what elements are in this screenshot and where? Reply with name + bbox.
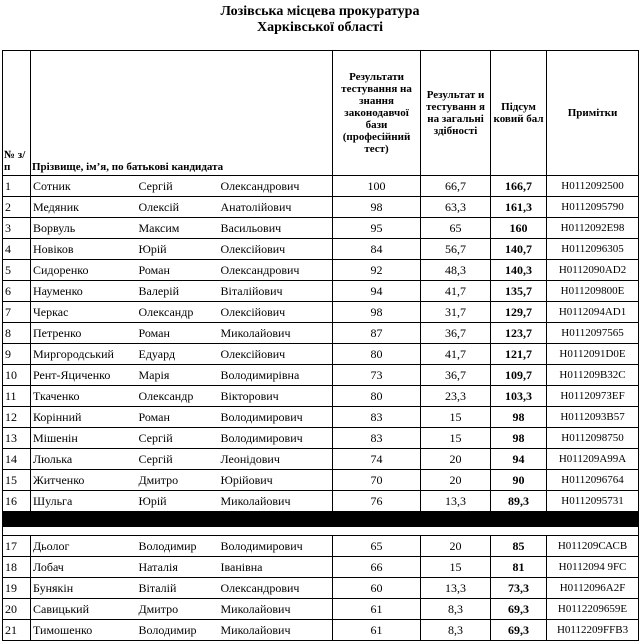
patronymic-cell: Миколайович	[219, 491, 333, 512]
table-body-group1	[3, 176, 639, 512]
general-test-cell: 66,7	[421, 176, 491, 197]
note-cell: Н0112094AD1	[547, 302, 639, 323]
total-score-cell: 166,7	[491, 176, 547, 197]
surname-cell: Науменко	[31, 281, 137, 302]
table-separator	[3, 512, 639, 536]
patronymic-cell: Анатолійович	[219, 197, 333, 218]
table-row	[3, 449, 639, 470]
patronymic-cell: Олександрович	[219, 176, 333, 197]
surname-cell: Новіков	[31, 239, 137, 260]
row-number: 6	[3, 281, 31, 302]
general-test-cell: 15	[421, 428, 491, 449]
total-score-cell: 140,3	[491, 260, 547, 281]
patronymic-cell: Васильович	[219, 218, 333, 239]
law-test-cell: 60	[333, 578, 421, 599]
separator-gap	[3, 527, 639, 536]
table-row	[3, 260, 639, 281]
table-row	[3, 365, 639, 386]
col-header-test-law: Результати тестування на знання законодавчої бази (професійний тест)	[333, 51, 421, 176]
first-name-cell: Максим	[137, 218, 219, 239]
col-header-num: № з/п	[3, 51, 31, 176]
total-score-cell: 94	[491, 449, 547, 470]
law-test-cell: 84	[333, 239, 421, 260]
note-cell: Н0112092Е98	[547, 218, 639, 239]
row-number: 16	[3, 491, 31, 512]
first-name-cell: Олексій	[137, 197, 219, 218]
surname-cell: Рент-Яциченко	[31, 365, 137, 386]
first-name-cell: Сергій	[137, 449, 219, 470]
law-test-cell: 98	[333, 197, 421, 218]
patronymic-cell: Миколайович	[219, 599, 333, 620]
patronymic-cell: Миколайович	[219, 620, 333, 641]
row-number: 14	[3, 449, 31, 470]
table-row	[3, 620, 639, 641]
general-test-cell: 65	[421, 218, 491, 239]
law-test-cell: 61	[333, 620, 421, 641]
law-test-cell: 76	[333, 491, 421, 512]
surname-cell: Сидоренко	[31, 260, 137, 281]
row-number: 12	[3, 407, 31, 428]
row-number: 13	[3, 428, 31, 449]
total-score-cell: 103,3	[491, 386, 547, 407]
row-number: 21	[3, 620, 31, 641]
first-name-cell: Наталія	[137, 557, 219, 578]
total-score-cell: 160	[491, 218, 547, 239]
note-cell: Н0112209659Е	[547, 599, 639, 620]
note-cell: Н0112091D0Е	[547, 344, 639, 365]
patronymic-cell: Олександрович	[219, 260, 333, 281]
row-number: 18	[3, 557, 31, 578]
table-row	[3, 536, 639, 557]
table-row	[3, 302, 639, 323]
total-score-cell: 73,3	[491, 578, 547, 599]
document-subtitle: Харківської області	[257, 20, 383, 35]
law-test-cell: 98	[333, 302, 421, 323]
note-cell: Н0112095731	[547, 491, 639, 512]
table-row	[3, 239, 639, 260]
surname-cell: Дьолог	[31, 536, 137, 557]
table-row	[3, 176, 639, 197]
col-header-notes: Примітки	[547, 51, 639, 176]
row-number: 2	[3, 197, 31, 218]
patronymic-cell: Леонідович	[219, 449, 333, 470]
surname-cell: Петренко	[31, 323, 137, 344]
table-row	[3, 197, 639, 218]
general-test-cell: 36,7	[421, 323, 491, 344]
surname-cell: Савицький	[31, 599, 137, 620]
general-test-cell: 48,3	[421, 260, 491, 281]
surname-cell: Ткаченко	[31, 386, 137, 407]
total-score-cell: 90	[491, 470, 547, 491]
general-test-cell: 56,7	[421, 239, 491, 260]
patronymic-cell: Віталійович	[219, 281, 333, 302]
first-name-cell: Роман	[137, 260, 219, 281]
general-test-cell: 23,3	[421, 386, 491, 407]
general-test-cell: 36,7	[421, 365, 491, 386]
first-name-cell: Юрій	[137, 491, 219, 512]
table-row	[3, 578, 639, 599]
surname-cell: Корінний	[31, 407, 137, 428]
table-row	[3, 557, 639, 578]
first-name-cell: Сергій	[137, 428, 219, 449]
first-name-cell: Валерій	[137, 281, 219, 302]
general-test-cell: 31,7	[421, 302, 491, 323]
surname-cell: Сотник	[31, 176, 137, 197]
total-score-cell: 98	[491, 407, 547, 428]
note-cell: Н0112093В57	[547, 407, 639, 428]
general-test-cell: 63,3	[421, 197, 491, 218]
patronymic-cell: Юрійович	[219, 470, 333, 491]
note-cell: Н011209B32С	[547, 365, 639, 386]
law-test-cell: 65	[333, 536, 421, 557]
general-test-cell: 13,3	[421, 578, 491, 599]
note-cell: Н0112094 9FС	[547, 557, 639, 578]
total-score-cell: 85	[491, 536, 547, 557]
surname-cell: Бунякін	[31, 578, 137, 599]
law-test-cell: 80	[333, 386, 421, 407]
row-number: 8	[3, 323, 31, 344]
row-number: 4	[3, 239, 31, 260]
surname-cell: Шульга	[31, 491, 137, 512]
surname-cell: Житченко	[31, 470, 137, 491]
note-cell: Н0112097565	[547, 323, 639, 344]
row-number: 9	[3, 344, 31, 365]
law-test-cell: 92	[333, 260, 421, 281]
first-name-cell: Марія	[137, 365, 219, 386]
table-body-group2	[3, 536, 639, 641]
note-cell: Н0112096764	[547, 470, 639, 491]
patronymic-cell: Володимирович	[219, 407, 333, 428]
patronymic-cell: Олексійович	[219, 302, 333, 323]
patronymic-cell: Вікторович	[219, 386, 333, 407]
law-test-cell: 94	[333, 281, 421, 302]
general-test-cell: 20	[421, 536, 491, 557]
row-number: 20	[3, 599, 31, 620]
note-cell: Н0112096А2F	[547, 578, 639, 599]
row-number: 11	[3, 386, 31, 407]
col-header-test-general: Результат и тестуванн я на загальні здібності	[421, 51, 491, 176]
law-test-cell: 83	[333, 407, 421, 428]
surname-cell: Ворвуль	[31, 218, 137, 239]
note-cell: Н0112097ЗЕF	[547, 386, 639, 407]
patronymic-cell: Олексійович	[219, 344, 333, 365]
table-header-row	[3, 51, 639, 176]
law-test-cell: 100	[333, 176, 421, 197]
row-number: 5	[3, 260, 31, 281]
surname-cell: Медяник	[31, 197, 137, 218]
separator-bar	[3, 512, 639, 527]
surname-cell: Мішенін	[31, 428, 137, 449]
general-test-cell: 41,7	[421, 344, 491, 365]
table-row	[3, 428, 639, 449]
first-name-cell: Олександр	[137, 386, 219, 407]
total-score-cell: 129,7	[491, 302, 547, 323]
law-test-cell: 74	[333, 449, 421, 470]
first-name-cell: Олександр	[137, 302, 219, 323]
law-test-cell: 83	[333, 428, 421, 449]
law-test-cell: 95	[333, 218, 421, 239]
patronymic-cell: Миколайович	[219, 323, 333, 344]
law-test-cell: 61	[333, 599, 421, 620]
table-row	[3, 470, 639, 491]
first-name-cell: Едуард	[137, 344, 219, 365]
total-score-cell: 69,3	[491, 620, 547, 641]
col-header-total: Підсум ковий бал	[491, 51, 547, 176]
document-title: Лозівська місцева прокуратура	[220, 4, 420, 19]
total-score-cell: 161,3	[491, 197, 547, 218]
patronymic-cell: Олексійович	[219, 239, 333, 260]
law-test-cell: 70	[333, 470, 421, 491]
general-test-cell: 41,7	[421, 281, 491, 302]
row-number: 3	[3, 218, 31, 239]
patronymic-cell: Володимирович	[219, 536, 333, 557]
total-score-cell: 121,7	[491, 344, 547, 365]
table-row	[3, 218, 639, 239]
surname-cell: Люлька	[31, 449, 137, 470]
first-name-cell: Віталій	[137, 578, 219, 599]
first-name-cell: Роман	[137, 323, 219, 344]
patronymic-cell: Володимирівна	[219, 365, 333, 386]
law-test-cell: 87	[333, 323, 421, 344]
total-score-cell: 140,7	[491, 239, 547, 260]
patronymic-cell: Володимирович	[219, 428, 333, 449]
first-name-cell: Володимир	[137, 620, 219, 641]
note-cell: Н0112098750	[547, 428, 639, 449]
general-test-cell: 8,3	[421, 620, 491, 641]
total-score-cell: 69,3	[491, 599, 547, 620]
row-number: 17	[3, 536, 31, 557]
note-cell: Н0112090AD2	[547, 260, 639, 281]
table-row	[3, 407, 639, 428]
general-test-cell: 8,3	[421, 599, 491, 620]
table-row	[3, 323, 639, 344]
general-test-cell: 15	[421, 557, 491, 578]
table-row	[3, 344, 639, 365]
first-name-cell: Володимир	[137, 536, 219, 557]
first-name-cell: Дмитро	[137, 599, 219, 620]
row-number: 1	[3, 176, 31, 197]
note-cell: Н0112096305	[547, 239, 639, 260]
total-score-cell: 89,3	[491, 491, 547, 512]
first-name-cell: Роман	[137, 407, 219, 428]
note-cell: Н011209800Е	[547, 281, 639, 302]
total-score-cell: 135,7	[491, 281, 547, 302]
table-row	[3, 281, 639, 302]
first-name-cell: Дмитро	[137, 470, 219, 491]
patronymic-cell: Іванівна	[219, 557, 333, 578]
note-cell: Н0112095790	[547, 197, 639, 218]
law-test-cell: 73	[333, 365, 421, 386]
total-score-cell: 98	[491, 428, 547, 449]
law-test-cell: 80	[333, 344, 421, 365]
patronymic-cell: Олександрович	[219, 578, 333, 599]
row-number: 15	[3, 470, 31, 491]
general-test-cell: 13,3	[421, 491, 491, 512]
surname-cell: Тимошенко	[31, 620, 137, 641]
total-score-cell: 109,7	[491, 365, 547, 386]
general-test-cell: 20	[421, 449, 491, 470]
row-number: 7	[3, 302, 31, 323]
note-cell: Н0112092500	[547, 176, 639, 197]
row-number: 19	[3, 578, 31, 599]
results-table	[2, 50, 639, 641]
general-test-cell: 15	[421, 407, 491, 428]
table-row	[3, 386, 639, 407]
note-cell: Н0112209FFB3	[547, 620, 639, 641]
total-score-cell: 123,7	[491, 323, 547, 344]
general-test-cell: 20	[421, 470, 491, 491]
note-cell: Н011209А99А	[547, 449, 639, 470]
surname-cell: Черкас	[31, 302, 137, 323]
table-row	[3, 599, 639, 620]
total-score-cell: 81	[491, 557, 547, 578]
surname-cell: Лобач	[31, 557, 137, 578]
surname-cell: Миргородський	[31, 344, 137, 365]
first-name-cell: Сергій	[137, 176, 219, 197]
first-name-cell: Юрій	[137, 239, 219, 260]
note-cell: Н011209САСВ	[547, 536, 639, 557]
table-row	[3, 491, 639, 512]
row-number: 10	[3, 365, 31, 386]
col-header-name: Прізвище, ім’я, по батькові кандидата	[31, 51, 333, 176]
law-test-cell: 66	[333, 557, 421, 578]
